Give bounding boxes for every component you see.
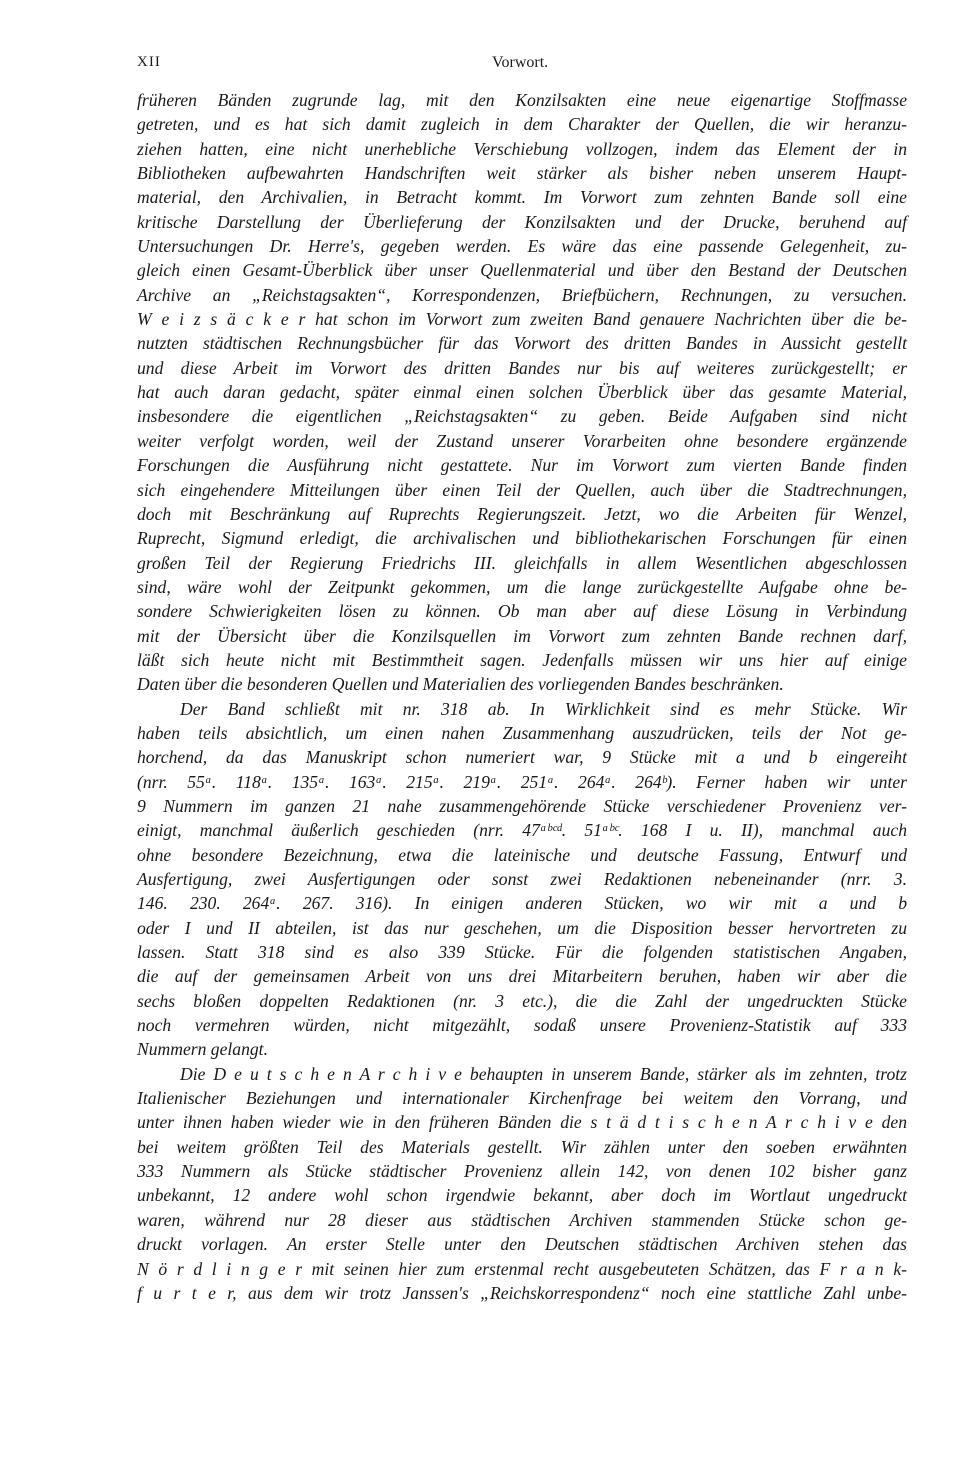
text-line: horchend, da das Manuskript schon numeriert war, 9 Stücke mit a und b eingereiht: [137, 747, 907, 768]
text-line: doch mit Beschränkung auf Ruprechts Regierungszeit. Jetzt, wo die Arbeiten für Wenzel,: [137, 503, 907, 524]
text-line: material, den Archivalien, in Betracht kommt. Im Vorwort zum zehnten Bande soll eine: [137, 187, 907, 208]
text-line: druckt vorlagen. An erster Stelle unter den Deutschen städtischen Archiven stehen das: [137, 1234, 907, 1255]
text-line: waren, während nur 28 dieser aus städtischen Archiven stammenden Stücke schon ge-: [137, 1209, 907, 1230]
text-line: gleich einen Gesamt-Überblick über unser Quellenmaterial und über den Bestand der Deutschen: [137, 260, 907, 281]
text-line: Der Band schließt mit nr. 318 ab. In Wirklichkeit sind es mehr Stücke. Wir: [180, 698, 907, 719]
text-line: haben teils absichtlich, um einen nahen Zusammenhang auszudrücken, teils der Not ge-: [137, 722, 907, 743]
text-line: sind, wäre wohl der Zeitpunkt gekommen, um die lange zurückgestellte Aufgabe ohne be-: [137, 576, 907, 597]
text-line: Forschungen die Ausführung nicht gestattete. Nur im Vorwort zum vierten Bande finden: [137, 455, 907, 476]
text-line: Ausfertigung, zwei Ausfertigungen oder sonst zwei Redaktionen nebeneinander (nrr. 3.: [137, 869, 907, 889]
text-line: bei weitem größten Teil des Materials gestellt. Wir zählen unter den soeben erwähnten: [137, 1136, 907, 1157]
text-line: 9 Nummern im ganzen 21 nahe zusammengehörende Stücke verschiedener Provenienz ver-: [137, 795, 907, 816]
text-line: sechs bloßen doppelten Redaktionen (nr. 3 etc.), die die Zahl der ungedruckten Stücke: [137, 990, 907, 1011]
text-line: noch vermehren würden, nicht mitgezählt, sodaß unsere Provenienz-Statistik auf 333: [137, 1015, 907, 1036]
text-line: insbesondere die eigentlichen „Reichstagsakten“ zu geben. Beide Aufgaben sind nicht: [137, 406, 907, 427]
text-line: nutzten städtischen Rechnungsbücher für das Vorwort des dritten Bandes in Aussicht gestellt: [137, 333, 907, 354]
text-line: 146. 230. 264ᵃ. 267. 316). In einigen anderen Stücken, wo wir mit a und b: [137, 893, 907, 914]
text-line: einigt, manchmal äußerlich geschieden (nrr. 47ᵃᵇᶜᵈ. 51ᵃᵇᶜ. 168 I u. II), manchmal auch: [137, 820, 907, 841]
text-line: Bibliotheken aufbewahrten Handschriften weit stärker als bisher neben unserem Haupt-: [137, 163, 907, 184]
page-header: [137, 54, 907, 78]
text-line: Ruprecht, Sigmund erledigt, die archivalischen und bibliothekarischen Forschungen für einen: [137, 528, 907, 549]
text-line: Untersuchungen Dr. Herre's, gegeben werden. Es wäre das eine passende Gelegenheit, zu-: [137, 236, 907, 257]
text-line: 333 Nummern als Stücke städtischer Provenienz allein 142, von denen 102 bisher ganz: [137, 1161, 907, 1182]
text-line: hat auch daran gedacht, später einmal einen solchen Überblick über das gesamte Material,: [137, 382, 907, 403]
text-line: früheren Bänden zugrunde lag, mit den Konzilsakten eine neue eigenartige Stoffmasse: [137, 90, 907, 110]
text-line: kritische Darstellung der Überlieferung der Konzilsakten und der Drucke, beruhend auf: [137, 211, 907, 232]
text-line: ohne besondere Bezeichnung, etwa die lateinische und deutsche Fassung, Entwurf und: [137, 844, 907, 865]
text-line: Italienischer Beziehungen und internationaler Kirchenfrage bei weitem den Vorrang, und: [137, 1088, 907, 1109]
text-line: unbekannt, 12 andere wohl schon irgendwie bekannt, aber doch im Wortlaut ungedruckt: [137, 1185, 907, 1206]
text-line: Archive an „Reichstagsakten“, Korrespondenzen, Briefbüchern, Rechnungen, zu versuchen.: [137, 284, 907, 305]
text-line: f u r t e r, aus dem wir trotz Janssen's „Reichskorrespondenz“ noch eine stattliche Zahl unbe-: [137, 1282, 907, 1303]
text-line: Nummern gelangt.: [137, 1039, 268, 1060]
text-line: lassen. Statt 318 sind es also 339 Stücke. Für die folgenden statistischen Angaben,: [137, 942, 907, 963]
text-line: mit der Übersicht über die Konzilsquellen im Vorwort zum zehnten Bande rechnen darf,: [137, 625, 907, 646]
text-line: Daten über die besonderen Quellen und Materialien des vorliegenden Bandes beschränken.: [137, 674, 784, 695]
text-line: Die D e u t s c h e n A r c h i v e behaupten in unserem Bande, stärker als im zehnten, trotz: [180, 1063, 907, 1084]
text-line: läßt sich heute nicht mit Bestimmtheit sagen. Jedenfalls müssen wir uns hier auf einige: [137, 649, 907, 670]
text-line: oder I und II abteilen, ist das nur geschehen, um die Disposition besser hervortreten zu: [137, 917, 907, 938]
text-line: die auf der gemeinsamen Arbeit von uns drei Mitarbeitern beruhen, haben wir aber die: [137, 966, 907, 987]
running-title: Vorwort.: [492, 54, 549, 71]
text-line: N ö r d l i n g e r mit seinen hier zum erstenmal recht ausgebeuteten Schätzen, das F r a n k-: [137, 1258, 907, 1279]
text-line: W e i z s ä c k e r hat schon im Vorwort zum zweiten Band genauere Nachrichten über die be-: [137, 309, 907, 330]
text-line: weiter verfolgt worden, weil der Zustand unserer Vorarbeiten ohne besondere ergänzende: [137, 430, 907, 451]
text-line: (nrr. 55ᵃ. 118ᵃ. 135ᵃ. 163ᵃ. 215ᵃ. 219ᵃ. 251ᵃ. 264ᵃ. 264ᵇ). Ferner haben wir unter: [137, 771, 907, 792]
text-line: großen Teil der Regierung Friedrichs III. gleichfalls in allem Wesentlichen abgeschlossen: [137, 552, 907, 573]
text-line: unter ihnen haben wieder wie in den früheren Bänden die s t ä d t i s c h e n A r c h i v e den: [137, 1112, 907, 1133]
text-line: und diese Arbeit im Vorwort des dritten Bandes nur bis auf weiteres zurückgestellt; er: [137, 357, 907, 378]
text-line: ziehen hatten, eine nicht unerhebliche Verschiebung vollzogen, indem das Element der in: [137, 138, 907, 159]
body-text: [137, 88, 907, 1305]
text-line: getreten, und es hat sich damit zugleich in dem Charakter der Quellen, die wir heranzu-: [137, 114, 907, 135]
page-number: XII: [137, 54, 161, 70]
text-line: sich eingehendere Mitteilungen über einen Teil der Quellen, auch über die Stadtrechnungen,: [137, 479, 907, 500]
text-line: sondere Schwierigkeiten lösen zu können. Ob man aber auf diese Lösung in Verbindung: [137, 601, 907, 622]
